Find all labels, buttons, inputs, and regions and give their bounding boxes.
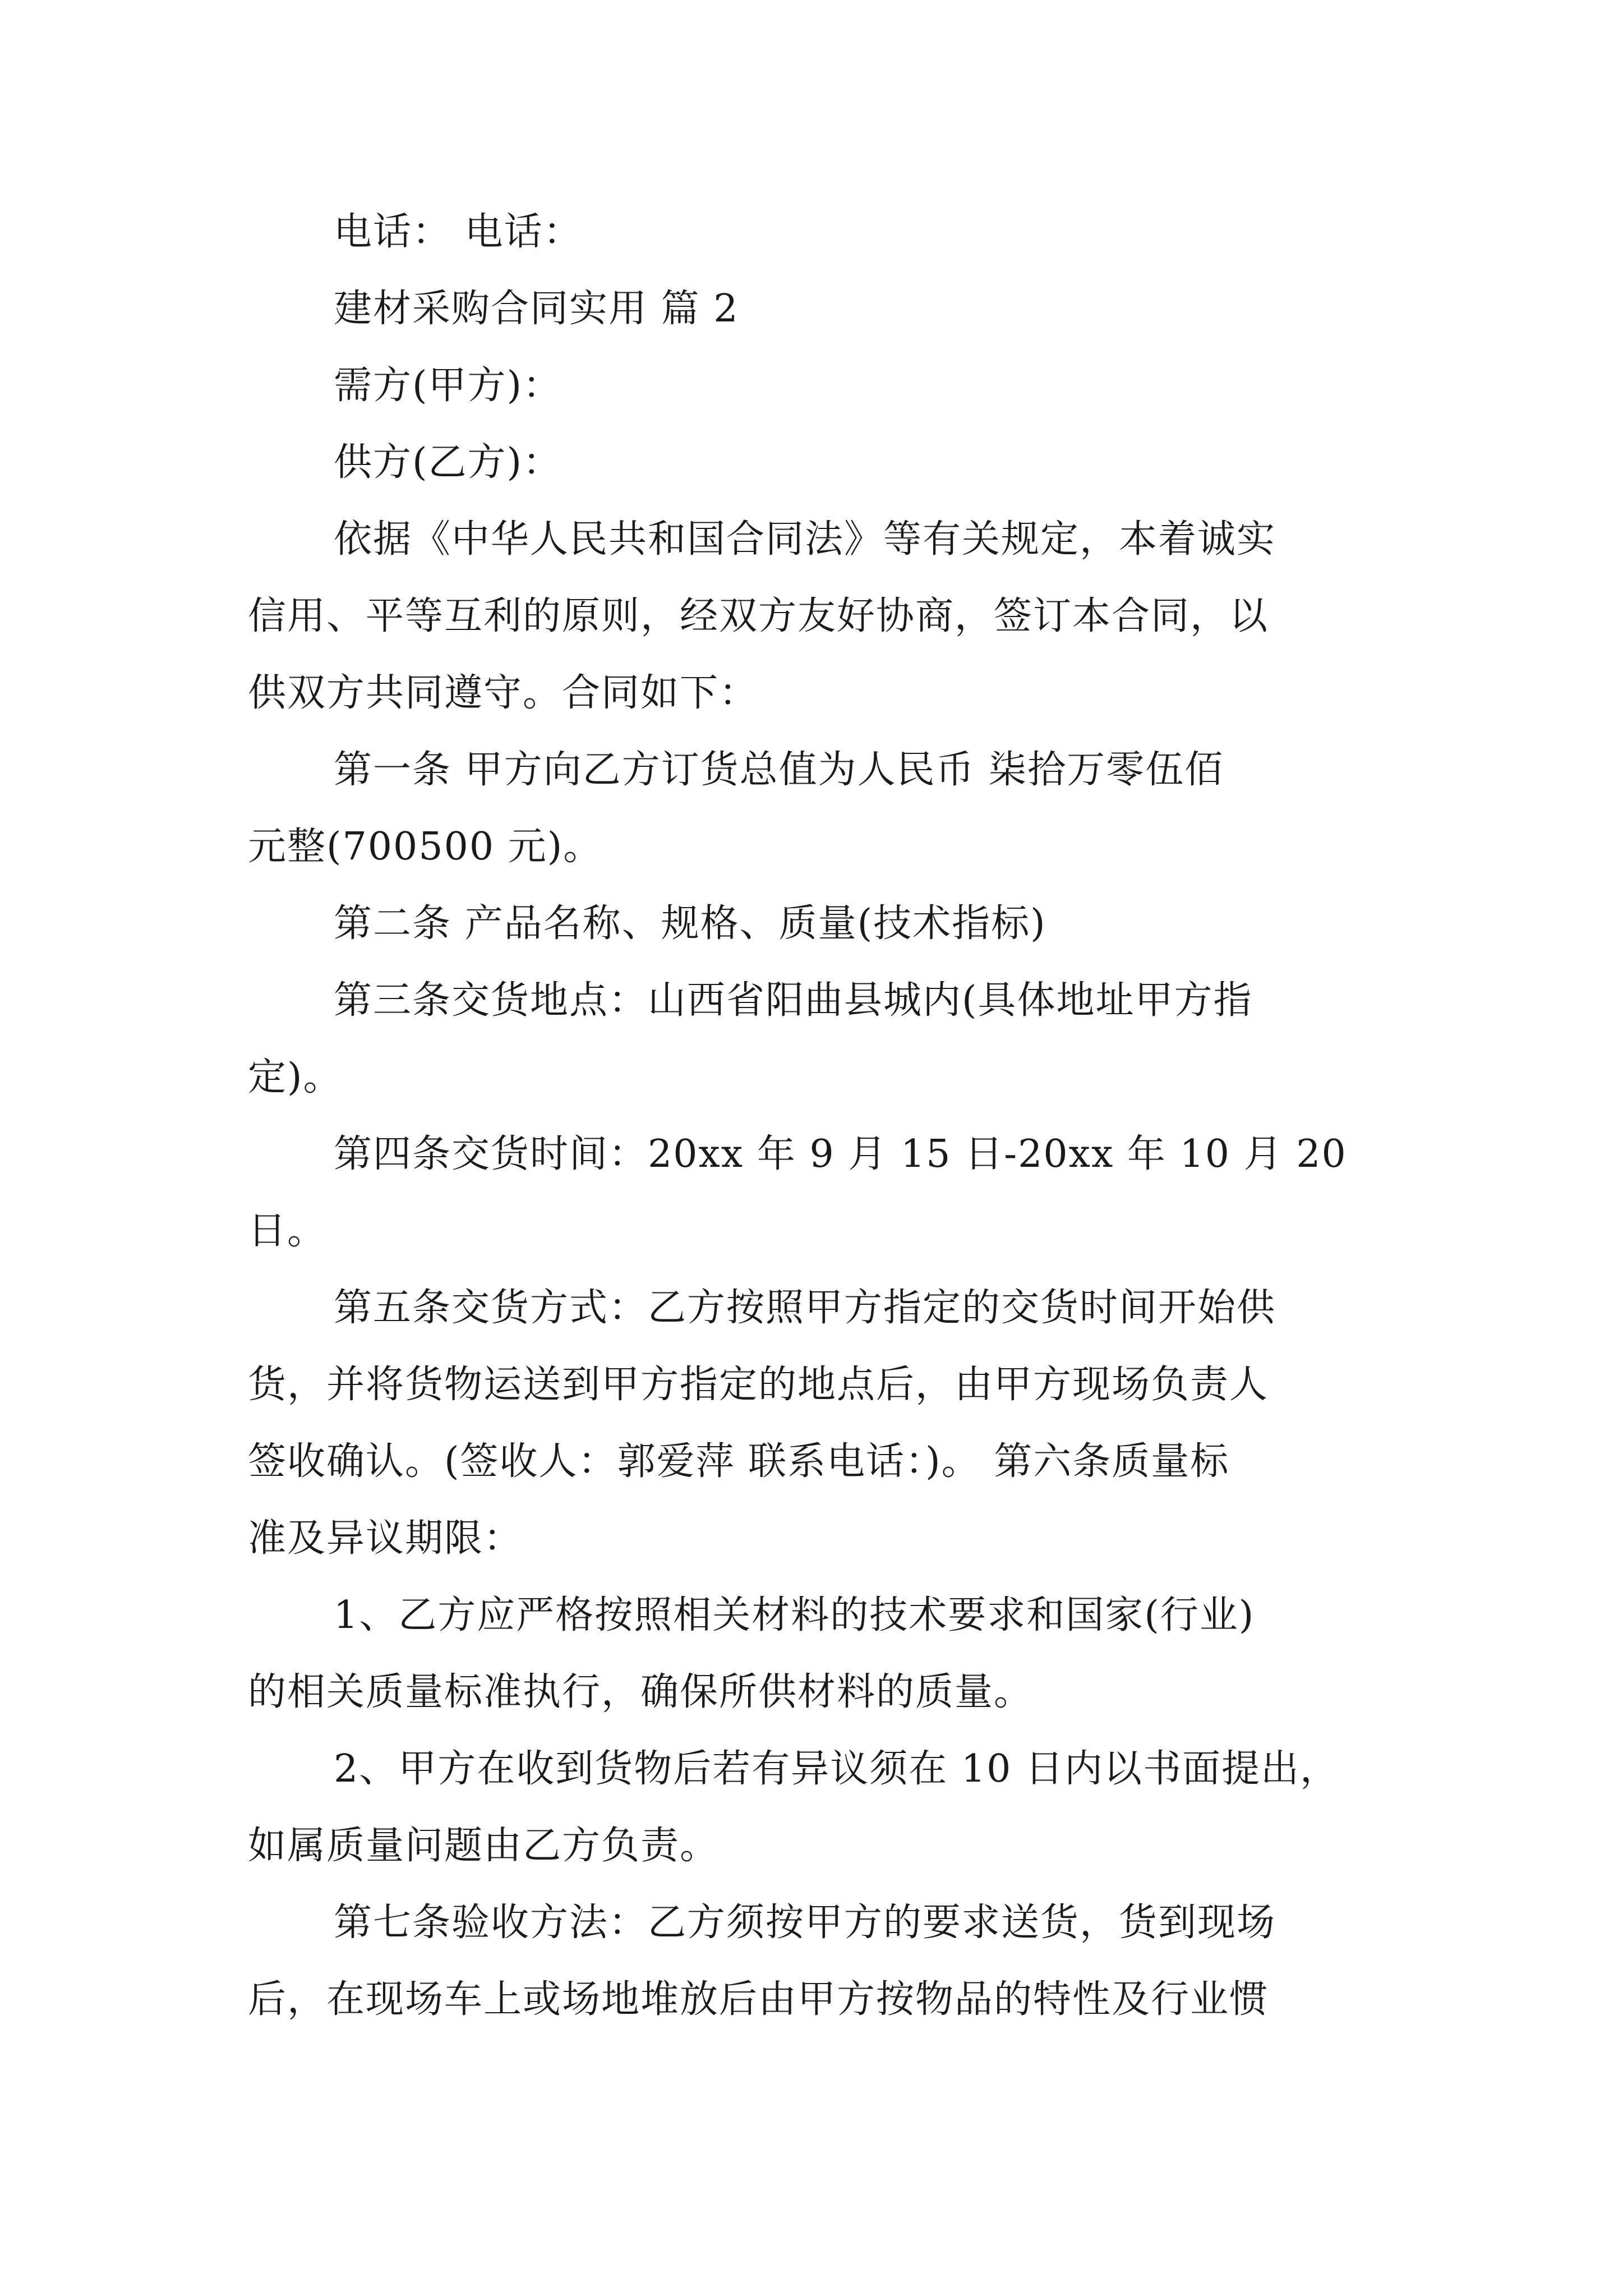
section-title: 建材采购合同实用 篇 2 <box>334 287 739 331</box>
clause-2-line-2: 如属质量问题由乙方负责。 <box>248 1824 720 1868</box>
supplier-party-line: 供方(乙方)： <box>334 440 562 485</box>
article-4-line-1: 第四条交货时间：20xx 年 9 月 15 日-20xx 年 10 月 20 <box>334 1132 1347 1176</box>
document-body <box>248 194 1381 2038</box>
buyer-party-line: 需方(甲方)： <box>334 364 562 408</box>
preamble-line-3: 供双方共同遵守。合同如下： <box>248 671 759 715</box>
article-2-line: 第二条 产品名称、规格、质量(技术指标) <box>334 901 1046 946</box>
article-3-line-2: 定)。 <box>248 1055 343 1099</box>
article-5-line-1: 第五条交货方式：乙方按照甲方指定的交货时间开始供 <box>334 1286 1276 1330</box>
article-1-line-1: 第一条 甲方向乙方订货总值为人民币 柒拾万零伍佰 <box>334 748 1224 792</box>
article-6-line: 准及异议期限： <box>248 1516 523 1561</box>
preamble-line-2: 信用、平等互利的原则，经双方友好协商，签订本合同，以 <box>248 594 1269 638</box>
article-5-line-3: 签收确认。(签收人：郭爱萍 联系电话：)。 第六条质量标 <box>248 1439 1230 1484</box>
article-7-line-1: 第七条验收方法：乙方须按甲方的要求送货，货到现场 <box>334 1901 1276 1945</box>
clause-1-line-2: 的相关质量标准执行，确保所供材料的质量。 <box>248 1670 1034 1714</box>
article-7-line-2: 后，在现场车上或场地堆放后由甲方按物品的特性及行业惯 <box>248 1977 1269 2022</box>
clause-2-line-1: 2、甲方在收到货物后若有异议须在 10 日内以书面提出， <box>334 1747 1340 1791</box>
article-1-line-2: 元整(700500 元)。 <box>248 825 603 869</box>
phone-line: 电话： 电话： <box>334 210 583 254</box>
article-4-line-2: 日。 <box>248 1209 327 1253</box>
preamble-line-1: 依据《中华人民共和国合同法》等有关规定，本着诚实 <box>334 517 1276 562</box>
article-5-line-2: 货，并将货物运送到甲方指定的地点后，由甲方现场负责人 <box>248 1363 1269 1407</box>
clause-1-line-1: 1、乙方应严格按照相关材料的技术要求和国家(行业) <box>334 1593 1255 1637</box>
article-3-line-1: 第三条交货地点：山西省阳曲县城内(具体地址甲方指 <box>334 978 1253 1023</box>
